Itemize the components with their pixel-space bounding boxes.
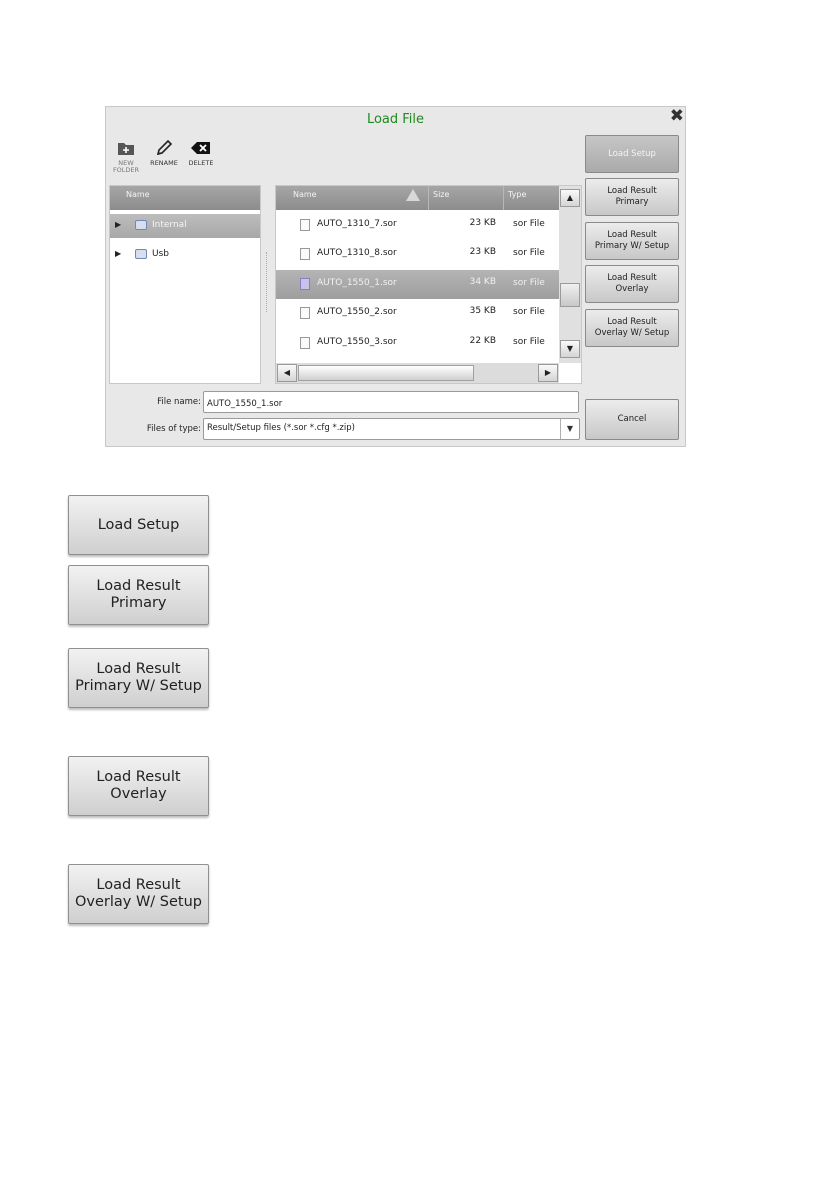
file-name-label: File name: xyxy=(157,397,201,407)
file-type: sor File xyxy=(513,307,545,317)
file-size: 35 KB xyxy=(469,306,496,316)
file-list-header xyxy=(276,186,559,210)
file-row-selected[interactable] xyxy=(276,270,559,299)
panel-splitter[interactable] xyxy=(266,252,269,312)
file-type: sor File xyxy=(513,278,545,288)
legend-load-result-overlay-button[interactable]: Load Result Overlay xyxy=(68,756,209,816)
scroll-left-button[interactable]: ◀ xyxy=(277,364,297,382)
dropdown-arrow-icon[interactable]: ▼ xyxy=(560,419,579,439)
drive-icon xyxy=(135,249,147,259)
drive-icon xyxy=(135,220,147,230)
file-size: 23 KB xyxy=(469,247,496,257)
delete-button[interactable] xyxy=(181,139,221,167)
new-folder-icon xyxy=(116,139,136,157)
file-icon xyxy=(300,337,310,349)
tree-header xyxy=(110,186,260,210)
column-divider xyxy=(428,186,429,210)
tree-item-label: Internal xyxy=(152,220,187,230)
file-row[interactable] xyxy=(276,211,559,240)
file-size: 23 KB xyxy=(469,218,496,228)
column-type[interactable]: Type xyxy=(508,190,527,199)
dialog-title: Load File xyxy=(366,112,425,127)
file-name: AUTO_1310_8.sor xyxy=(317,248,397,258)
vertical-scrollbar[interactable] xyxy=(559,186,581,363)
tree-item-usb[interactable] xyxy=(110,243,260,267)
file-icon xyxy=(300,307,310,319)
legend-load-result-primary-button[interactable]: Load Result Primary xyxy=(68,565,209,625)
file-name: AUTO_1550_1.sor xyxy=(317,278,397,288)
files-of-type-value: Result/Setup files (*.sor *.cfg *.zip) xyxy=(207,423,355,433)
delete-label: DELETE xyxy=(188,159,214,167)
delete-icon xyxy=(190,139,212,157)
legend-load-setup-button[interactable]: Load Setup xyxy=(68,495,209,555)
column-divider xyxy=(503,186,504,210)
file-row[interactable] xyxy=(276,299,559,328)
tree-item-label: Usb xyxy=(152,249,169,259)
expand-arrow-icon[interactable]: ▶ xyxy=(115,220,122,229)
column-name[interactable]: Name xyxy=(293,190,317,199)
folder-tree[interactable] xyxy=(109,185,261,384)
file-size: 34 KB xyxy=(469,277,496,287)
horizontal-scroll-thumb[interactable] xyxy=(298,365,474,381)
file-name: AUTO_1310_7.sor xyxy=(317,219,397,229)
rename-label: RENAME xyxy=(150,159,178,167)
load-setup-button[interactable]: Load Setup xyxy=(585,135,679,173)
pencil-icon xyxy=(154,139,174,157)
legend-load-result-overlay-with-setup-button[interactable]: Load Result Overlay W/ Setup xyxy=(68,864,209,924)
sort-ascending-icon xyxy=(406,189,420,201)
scroll-right-button[interactable]: ▶ xyxy=(538,364,558,382)
column-size[interactable]: Size xyxy=(433,190,450,199)
vertical-scroll-thumb[interactable] xyxy=(560,283,580,307)
load-result-primary-with-setup-button[interactable]: Load Result Primary W/ Setup xyxy=(585,222,679,260)
file-row[interactable] xyxy=(276,329,559,358)
file-size: 22 KB xyxy=(469,336,496,346)
file-icon xyxy=(300,278,310,290)
file-type: sor File xyxy=(513,337,545,347)
scroll-up-button[interactable]: ▲ xyxy=(560,189,580,207)
file-row[interactable] xyxy=(276,240,559,269)
file-type: sor File xyxy=(513,248,545,258)
tree-header-label: Name xyxy=(126,190,150,199)
load-result-primary-button[interactable]: Load Result Primary xyxy=(585,178,679,216)
load-result-overlay-with-setup-button[interactable]: Load Result Overlay W/ Setup xyxy=(585,309,679,347)
files-of-type-label: Files of type: xyxy=(146,424,201,434)
scroll-down-button[interactable]: ▼ xyxy=(560,340,580,358)
file-icon xyxy=(300,248,310,260)
load-result-overlay-button[interactable]: Load Result Overlay xyxy=(585,265,679,303)
file-name: AUTO_1550_2.sor xyxy=(317,307,397,317)
new-folder-button[interactable] xyxy=(106,139,146,174)
load-file-dialog xyxy=(105,106,686,447)
file-name-input[interactable] xyxy=(203,391,579,413)
file-list[interactable] xyxy=(275,185,582,384)
cancel-button[interactable]: Cancel xyxy=(585,399,679,440)
legend-load-result-primary-with-setup-button[interactable]: Load Result Primary W/ Setup xyxy=(68,648,209,708)
files-of-type-select[interactable] xyxy=(203,418,580,440)
close-icon[interactable]: ✖ xyxy=(669,106,684,126)
new-folder-label: NEW FOLDER xyxy=(112,159,140,174)
file-name: AUTO_1550_3.sor xyxy=(317,337,397,347)
expand-arrow-icon[interactable]: ▶ xyxy=(115,249,122,258)
horizontal-scrollbar[interactable] xyxy=(276,363,559,383)
file-type: sor File xyxy=(513,219,545,229)
file-icon xyxy=(300,219,310,231)
rename-button[interactable] xyxy=(144,139,184,167)
tree-item-internal[interactable] xyxy=(110,214,260,238)
